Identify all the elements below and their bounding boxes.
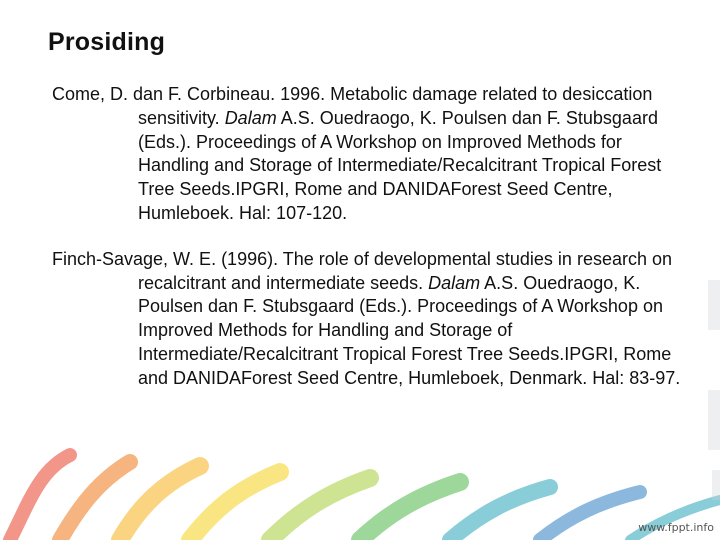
reference-text: A.S. Ouedraogo, K. Poulsen dan F. Stubsgaard (Eds.). Proceedings of A Workshop on Improved Methods for Handling and Storage of Intermediate/Recalcitrant Tropical Forest Tree Seeds.IPGRI, Rome and DANIDAForest Seed Centre, Humleboek. Hal: 107-120. (138, 107, 662, 223)
reference-item (52, 248, 692, 391)
right-edge-block (712, 470, 720, 500)
reference-italic: Dalam (224, 107, 277, 128)
swirl-stroke (190, 472, 280, 540)
swirl-stroke (10, 455, 70, 540)
watermark: www.fppt.info (638, 521, 714, 534)
reference-text: Finch-Savage, W. E. (1996). The role of developmental studies in research on recalcitrant and intermediate seeds. (52, 248, 672, 293)
right-edge-block (708, 280, 720, 330)
swirl-stroke (630, 500, 720, 540)
swirl-stroke (60, 462, 130, 540)
reference-list (52, 83, 692, 413)
swirl-stroke (540, 492, 640, 540)
reference-italic: Dalam (428, 272, 481, 293)
swirl-stroke (120, 466, 200, 540)
slide-title: Prosiding (48, 28, 166, 56)
reference-item (52, 83, 692, 226)
reference-text: A.S. Ouedraogo, K. Poulsen dan F. Stubsgaard (Eds.). Proceedings of A Workshop on Improved Methods for Handling and Storage of Intermediate/Recalcitrant Tropical Forest Tree Seeds.IPGRI, Rome and DANIDAForest Seed Centre, Humleboek, Denmark. Hal: 83-97. (138, 272, 681, 388)
right-edge-block (708, 390, 720, 450)
swirl-stroke (360, 482, 460, 540)
swirl-stroke (270, 478, 370, 540)
swirl-stroke (450, 487, 550, 540)
reference-text: Come, D. dan F. Corbineau. 1996. Metabolic damage related to desiccation sensitivity. (52, 84, 653, 128)
